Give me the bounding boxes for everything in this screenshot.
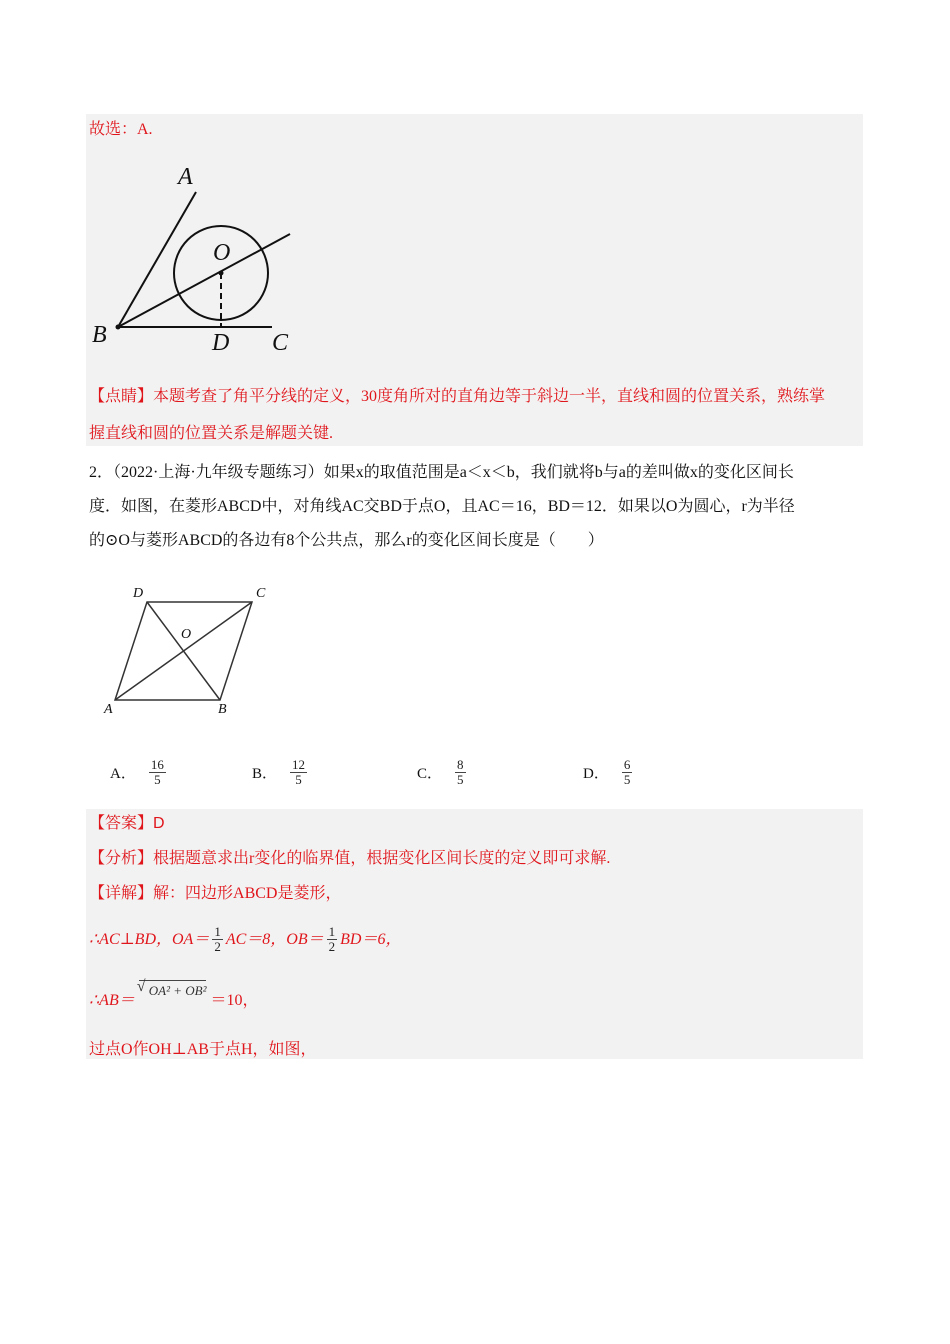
step-3: 过点O作OH⊥AB于点H，如图， [89, 1041, 317, 1058]
label-A: A [178, 164, 193, 190]
comment-line-2: 握直线和圆的位置关系是解题关键. [89, 425, 334, 442]
option-c-fraction: $\frac{8}{5}$ [457, 757, 464, 787]
comment-tag: 【点睛】 [89, 388, 154, 405]
label-D: D [212, 330, 230, 356]
step-1-part-a: ∴AC⊥BD，OA＝ [89, 930, 210, 948]
answer-line [89, 814, 165, 834]
question-text-1: 如果x的取值范围是a＜x＜b，我们就将b与a的差叫做x的变化区间长 [323, 464, 794, 481]
question-number: 2． [89, 464, 114, 481]
question-source: （2022·上海·九年级专题练习） [113, 464, 324, 481]
detail-text: 解：四边形ABCD是菱形， [153, 885, 342, 902]
question-2-line-3: 的⊙O与菱形ABCD的各边有8个公共点，那么r的变化区间长度是（ ） [89, 532, 604, 549]
answer-value: D [153, 815, 165, 832]
option-b[interactable] [252, 758, 310, 787]
option-c[interactable] [417, 758, 469, 787]
rhombus-label-C: C [256, 586, 266, 601]
half-fraction-2: $\frac{1}{2}$ [328, 924, 336, 954]
detail-line [89, 884, 341, 904]
step-1-part-b: AC＝8，OB＝ [225, 930, 324, 948]
step-2 [89, 983, 259, 1011]
step-1 [89, 925, 401, 954]
comment-text-1: 本题考查了角平分线的定义，30度角所对的直角边等于斜边一半，直线和圆的位置关系，熟练掌 [153, 388, 826, 405]
step-2-part-b: ＝10， [210, 992, 259, 1009]
option-d-label: D． [583, 766, 609, 782]
option-d[interactable] [583, 758, 635, 787]
sqrt-expression: √ OA² + OB² [139, 980, 207, 1001]
option-a-label: A． [110, 766, 136, 782]
rhombus-label-A: A [104, 702, 113, 717]
label-C: C [272, 330, 289, 356]
conclusion-text: 故选：A. [89, 121, 153, 138]
option-b-fraction: $\frac{12}{5}$ [292, 757, 306, 787]
rhombus-figure [100, 585, 280, 715]
rhombus-label-D: D [133, 586, 144, 601]
rhombus-label-O: O [181, 627, 192, 642]
answer-tag: 【答案】 [89, 815, 154, 832]
option-a[interactable] [110, 758, 169, 787]
detail-tag: 【详解】 [89, 885, 154, 902]
option-b-label: B． [252, 766, 278, 782]
half-fraction-1: $\frac{1}{2}$ [214, 924, 221, 954]
analysis-text: 根据题意求出r变化的临界值，根据变化区间长度的定义即可求解. [153, 850, 611, 867]
label-O: O [213, 240, 231, 266]
question-2-line-2: 度．如图，在菱形ABCD中，对角线AC交BD于点O，且AC＝16，BD＝12．如果以O为圆心，r为半径 [89, 498, 795, 515]
comment-line-1 [89, 387, 825, 407]
step-1-part-c: BD＝6， [340, 930, 402, 948]
option-c-label: C． [417, 766, 443, 782]
rhombus-label-B: B [218, 702, 227, 717]
question-2-line-1 [89, 463, 794, 483]
label-B: B [92, 322, 107, 348]
analysis-line [89, 849, 610, 869]
option-a-fraction: $\frac{16}{5}$ [150, 757, 164, 787]
analysis-tag: 【分析】 [89, 850, 154, 867]
step-2-part-a: ∴AB＝ [89, 992, 135, 1009]
option-d-fraction: $\frac{6}{5}$ [623, 757, 631, 787]
